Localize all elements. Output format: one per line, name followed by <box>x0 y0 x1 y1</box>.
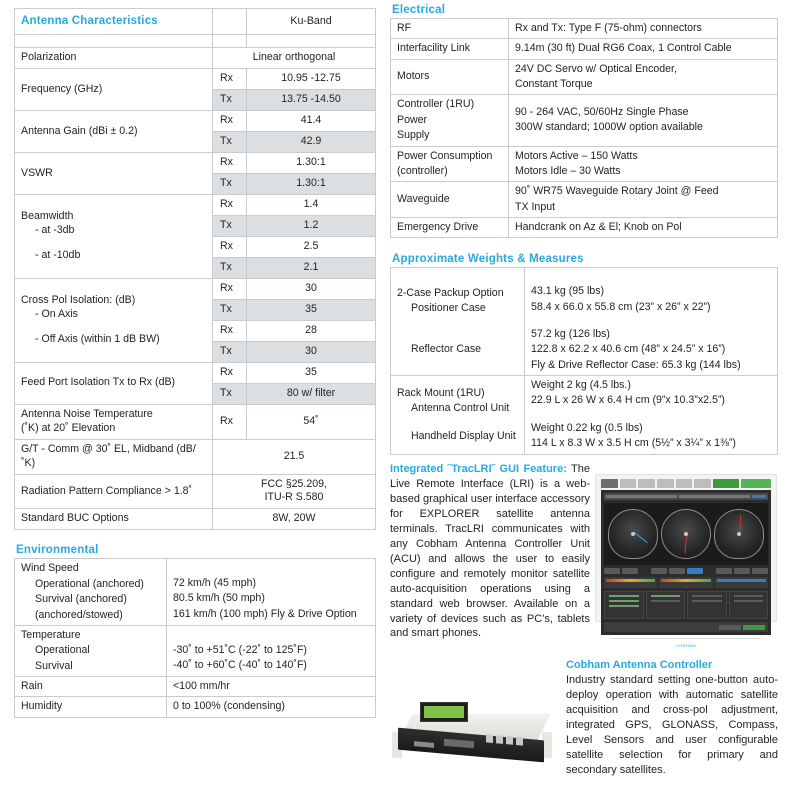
gui-button[interactable] <box>604 568 620 574</box>
controller-power-val2: 300W standard; 1000W option available <box>515 121 703 134</box>
table-row <box>15 474 376 509</box>
row-label: Frequency (GHz) <box>15 69 213 111</box>
rx-key: Rx <box>213 404 247 439</box>
wind-operational-value: 72 km/h (45 mph) <box>173 577 257 590</box>
gui-button[interactable] <box>734 568 750 574</box>
waveguide-key: Waveguide <box>391 182 509 218</box>
panel-line <box>651 595 681 597</box>
wind-speed-key <box>15 559 167 625</box>
rack-value-gap <box>531 409 771 421</box>
tx-value: 80 w/ filter <box>247 383 376 404</box>
wind-speed-label: Wind Speed <box>21 562 79 575</box>
panel-line <box>651 600 681 602</box>
cobham-logo: COBHAM <box>676 643 696 648</box>
interfacility-link-key: Interfacility Link <box>391 39 509 59</box>
beamwidth-sub-3db: - at -3db <box>35 223 75 236</box>
gui-button[interactable] <box>651 568 667 574</box>
table-row <box>391 376 778 454</box>
gui-button-selected[interactable] <box>687 568 703 574</box>
positioner-dims: 58.4 x 66.0 x 55.8 cm (23” x 26” x 22”) <box>531 300 711 313</box>
meter-fill <box>661 579 710 582</box>
gui-status-badge <box>713 479 739 488</box>
power-consumption-line2: (controller) <box>397 164 448 177</box>
row-value: 8W, 20W <box>213 509 376 530</box>
humidity-value: 0 to 100% (condensing) <box>167 697 376 717</box>
status-panel <box>604 591 644 619</box>
power-consumption-value <box>509 146 778 182</box>
row-label: Antenna Gain (dBi ± 0.2) <box>15 111 213 153</box>
rx-value: 30 <box>247 278 376 299</box>
temperature-key <box>15 625 167 676</box>
acu-label: Antenna Control Unit <box>411 402 510 415</box>
wind-speed-value <box>167 559 376 625</box>
beamwidth-gap <box>21 238 206 249</box>
noise-temp-line1: Antenna Noise Temperature <box>21 407 153 420</box>
antenna-controller-body: Industry standard setting one-button auto-deploy operation with automatic satellite acquisition and cross-pol adjustment, integrated GPS, GLONASS, Compass, Level Sensors and user configurable satellite selection for primary and secondary satellites. <box>566 673 778 776</box>
table-row <box>391 19 778 39</box>
row-label: G/T - Comm @ 30˚ EL, Midband (dB/˚K) <box>15 439 213 474</box>
packup-value-gap2 <box>531 315 771 327</box>
emergency-drive-value: Handcrank on Az & El; Knob on Pol <box>509 217 778 237</box>
tx-key: Tx <box>213 173 247 194</box>
tx-key: Tx <box>213 132 247 153</box>
temp-value-gap <box>173 629 369 643</box>
packup-value-gap <box>531 270 771 284</box>
traclri-text <box>390 462 590 641</box>
environmental-title: Environmental <box>16 544 99 557</box>
table-row <box>15 439 376 474</box>
controller-power-key <box>391 95 509 146</box>
waveguide-value <box>509 182 778 218</box>
wind-stowed-value: 161 km/h (100 mph) Fly & Drive Option <box>173 607 357 620</box>
tx-key: Tx <box>213 215 247 236</box>
row-value: 21.5 <box>213 439 376 474</box>
dial-hub <box>737 532 741 536</box>
gui-button-group-center <box>651 568 703 574</box>
wind-survival-value: 80.5 km/h (50 mph) <box>173 592 265 605</box>
controller-power-val1: 90 - 264 VAC, 50/60Hz Single Phase <box>515 106 689 119</box>
table-row <box>15 697 376 717</box>
handheld-weight: Weight 0.22 kg (0.5 lbs) <box>531 421 643 434</box>
gui-button-row <box>604 568 768 574</box>
tx-value: 13.75 -14.50 <box>247 90 376 111</box>
row-label-noise-temp <box>15 404 213 439</box>
table-row <box>15 111 376 132</box>
table-row <box>15 362 376 383</box>
temperature-label: Temperature <box>21 628 81 641</box>
gui-tab[interactable] <box>638 479 655 488</box>
elevation-dial <box>608 509 658 559</box>
table-row <box>15 69 376 90</box>
row-label: Radiation Pattern Compliance > 1.8˚ <box>15 474 213 509</box>
emergency-drive-key: Emergency Drive <box>391 217 509 237</box>
beamwidth-label: Beamwidth <box>21 209 74 222</box>
row-label-crosspol <box>15 278 213 362</box>
tx-key: Tx <box>213 299 247 320</box>
gui-tab[interactable] <box>657 479 674 488</box>
wind-operational-label: Operational (anchored) <box>35 577 144 590</box>
table-row <box>15 509 376 530</box>
gui-gauge-row <box>604 503 768 565</box>
gui-button[interactable] <box>716 568 732 574</box>
tx-value: 1.2 <box>247 215 376 236</box>
table-row <box>391 39 778 59</box>
gui-tab-bar <box>601 479 771 488</box>
table-row <box>15 404 376 439</box>
temp-survival-label: Survival <box>35 659 73 672</box>
right-column <box>390 4 778 455</box>
tx-value: 42.9 <box>247 132 376 153</box>
temp-operational-value: -30˚ to +51˚C (-22˚ to 125˚F) <box>173 643 307 656</box>
table-row <box>391 182 778 218</box>
table-row <box>15 559 376 625</box>
section-gap <box>14 530 376 544</box>
tracking-panel <box>646 591 686 619</box>
gui-button[interactable] <box>752 568 768 574</box>
motors-line1: 24V DC Servo w/ Optical Encoder, <box>515 62 677 75</box>
rx-key: Rx <box>213 194 247 215</box>
noise-temp-line2: (˚K) at 20˚ Elevation <box>21 421 116 434</box>
gui-title-bar <box>604 493 768 500</box>
crosspol-sub-onaxis: - On Axis <box>35 307 78 320</box>
wind-stowed-label: (anchored/stowed) <box>35 608 123 621</box>
elevation-needle <box>633 532 647 544</box>
rx-key: Rx <box>213 278 247 299</box>
rx-key: Rx <box>213 236 247 257</box>
gui-footer-bar <box>604 622 768 632</box>
rf-key: RF <box>391 19 509 39</box>
gui-body <box>601 490 771 635</box>
humidity-key: Humidity <box>15 697 167 717</box>
temp-operational-label: Operational <box>35 644 90 657</box>
table-row <box>15 153 376 174</box>
rx-key: Rx <box>213 362 247 383</box>
gui-tab[interactable] <box>676 479 693 488</box>
traclri-body: The Live Remote Interface (LRI) is a web-based graphical user interface accessory for EXPLORER satellite antenna terminals. TracLRI communicates with any Cobham Antenna Controller Unit (ACU) and allows the user to easily configure and remotely monitor satellite auto-acquisition operations using a standard web browser. Available on a variety of devices such as PC’s, tablets and smart phones. <box>390 463 590 640</box>
gui-button[interactable] <box>622 568 638 574</box>
band-header: Ku-Band <box>247 9 376 35</box>
gui-button[interactable] <box>669 568 685 574</box>
lcd-backlight <box>424 706 464 718</box>
tx-key: Tx <box>213 90 247 111</box>
rain-key: Rain <box>15 676 167 696</box>
table-row <box>15 278 376 299</box>
row-label: Polarization <box>15 48 213 69</box>
reflector-dims: 122.8 x 62.2 x 40.6 cm (48” x 24.5” x 16”) <box>531 343 726 356</box>
rack-key-gap <box>397 417 518 429</box>
rx-key: Rx <box>213 111 247 132</box>
antenna-characteristics-table <box>14 8 376 530</box>
interfacility-link-value: 9.14m (30 ft) Dual RG6 Coax, 1 Control Cable <box>509 39 778 59</box>
azimuth-needle <box>684 534 687 553</box>
handheld-dims: 114 L x 8.3 W x 3.5 H cm (5½” x 3¼” x 1⅜”) <box>531 437 736 450</box>
gui-tab-active[interactable] <box>601 479 618 488</box>
handheld-lcd-screen <box>420 702 468 722</box>
packup-key-gap <box>397 316 518 342</box>
spacer-row <box>15 35 376 48</box>
packup-option-value <box>525 268 778 376</box>
tx-value: 35 <box>247 299 376 320</box>
handheld-label: Handheld Display Unit <box>411 429 516 442</box>
reflector-weight: 57.2 kg (126 lbs) <box>531 328 610 341</box>
header-spacer-cell <box>213 9 247 35</box>
gui-tab[interactable] <box>620 479 637 488</box>
row-value: Linear orthogonal <box>213 48 376 69</box>
packup-option-key <box>391 268 525 376</box>
antenna-controller-text <box>566 658 778 778</box>
crosspol-sub-offaxis: - Off Axis (within 1 dB BW) <box>35 332 160 345</box>
rx-value: 2.5 <box>247 236 376 257</box>
controller-power-line2: Supply <box>397 129 430 142</box>
panel-line <box>692 600 722 602</box>
rx-key: Rx <box>213 69 247 90</box>
rack-unit <box>390 688 562 774</box>
rx-value: 54˚ <box>247 404 376 439</box>
gui-button-group-right <box>716 568 768 574</box>
rx-value: 1.4 <box>247 194 376 215</box>
dial-hub <box>631 532 635 536</box>
rx-value: 1.30:1 <box>247 153 376 174</box>
radiation-line2: ITU-R S.580 <box>264 491 324 504</box>
gui-button-group-left <box>604 568 638 574</box>
polarization-dial <box>714 509 764 559</box>
row-label: VSWR <box>15 153 213 195</box>
wind-value-gap <box>173 562 369 576</box>
section-gap <box>390 238 778 253</box>
gui-bar-active-seg <box>752 495 766 498</box>
tx-key: Tx <box>213 341 247 362</box>
wind-survival-label: Survival (anchored) <box>35 593 127 606</box>
dial-hub <box>684 532 688 536</box>
rack-mount-value <box>525 376 778 454</box>
rx-value: 41.4 <box>247 111 376 132</box>
gps-panel <box>729 591 769 619</box>
spacer-val <box>247 35 376 48</box>
rx-value: 10.95 -12.75 <box>247 69 376 90</box>
table-row <box>15 48 376 69</box>
crosspol-gap <box>21 322 206 333</box>
electrical-table <box>390 18 778 238</box>
table-row <box>391 217 778 237</box>
antenna-controller-heading: Cobham Antenna Controller <box>566 659 713 671</box>
traclri-gui-screenshot <box>595 474 777 648</box>
agc-meter <box>659 577 712 588</box>
power-consumption-key <box>391 146 509 182</box>
tx-value: 1.30:1 <box>247 173 376 194</box>
positioner-weight: 43.1 kg (95 lbs) <box>531 285 605 298</box>
row-label-beamwidth <box>15 194 213 278</box>
controller-power-value <box>509 95 778 146</box>
table-header-row <box>15 9 376 35</box>
rack-button[interactable] <box>486 734 493 743</box>
table-row <box>15 194 376 215</box>
rack-button[interactable] <box>496 735 503 744</box>
meter-fill <box>606 579 655 582</box>
weights-measures-title: Approximate Weights & Measures <box>392 253 584 266</box>
electrical-title: Electrical <box>392 4 446 16</box>
motors-value <box>509 59 778 95</box>
tx-value: 2.1 <box>247 257 376 278</box>
satellite-panel <box>687 591 727 619</box>
spacer-rxtx <box>213 35 247 48</box>
rx-value: 28 <box>247 320 376 341</box>
panel-line <box>609 605 639 607</box>
gui-footer-go-button[interactable] <box>743 625 765 630</box>
gui-footer-select[interactable] <box>719 625 741 630</box>
left-column <box>14 8 376 718</box>
waveguide-line1: 90˚ WR75 Waveguide Rotary Joint @ Feed <box>515 185 719 198</box>
table-row <box>15 676 376 696</box>
power-consumption-val1: Motors Active – 150 Watts <box>515 149 638 162</box>
rack-mount-key <box>391 376 525 454</box>
rain-value: <100 mm/hr <box>167 676 376 696</box>
waveguide-line2: TX Input <box>515 200 556 213</box>
rf-value: Rx and Tx: Type F (75-ohm) connectors <box>515 22 702 34</box>
acu-dims: 22.9 L x 26 W x 6.4 H cm (9”x 10.3”x2.5”) <box>531 394 725 407</box>
flydrive-reflector: Fly & Drive Reflector Case: 65.3 kg (144 lbs) <box>531 358 741 371</box>
gui-tab[interactable] <box>694 479 711 488</box>
table-row <box>391 146 778 182</box>
row-value-radiation <box>213 474 376 509</box>
gui-bar-seg <box>606 495 677 498</box>
motors-line2: Constant Torque <box>515 78 593 91</box>
lock-meter <box>715 577 768 588</box>
row-label: Feed Port Isolation Tx to Rx (dB) <box>15 362 213 404</box>
rack-button[interactable] <box>516 737 523 746</box>
table-row <box>15 625 376 676</box>
spacer-label <box>15 35 213 48</box>
beamwidth-sub-10db: - at -10db <box>35 248 81 261</box>
panel-line <box>692 595 722 597</box>
gui-panel-row <box>604 591 768 619</box>
radiation-line1: FCC §25.209, <box>261 477 327 490</box>
tx-key: Tx <box>213 257 247 278</box>
rx-value: 35 <box>247 362 376 383</box>
crosspol-label: Cross Pol Isolation: (dB) <box>21 293 136 306</box>
meter-fill <box>717 579 766 582</box>
panel-line <box>734 595 764 597</box>
row-label: Standard BUC Options <box>15 509 213 530</box>
azimuth-dial <box>661 509 711 559</box>
gui-bar-seg <box>679 495 750 498</box>
antenna-controller-photo <box>390 688 562 774</box>
panel-line <box>734 600 764 602</box>
power-consumption-line1: Power Consumption <box>397 149 493 162</box>
temperature-value <box>167 625 376 676</box>
rx-key: Rx <box>213 320 247 341</box>
weights-measures-table <box>390 267 778 454</box>
motors-key: Motors <box>391 59 509 95</box>
temp-survival-value: -40˚ to +60˚C (-40˚ to 140˚F) <box>173 658 307 671</box>
signal-meter <box>604 577 657 588</box>
positioner-case-label: Positioner Case <box>411 302 486 315</box>
power-consumption-val2: Motors Idle – 30 Watts <box>515 164 621 177</box>
traclri-heading: Integrated ˝TracLRI˝ GUI Feature: <box>390 463 567 475</box>
gui-connect-button[interactable] <box>741 479 771 488</box>
reflector-case-label: Reflector Case <box>411 343 482 356</box>
antenna-characteristics-title: Antenna Characteristics <box>15 9 213 35</box>
tx-value: 30 <box>247 341 376 362</box>
rack-mount-label: Rack Mount (1RU) <box>397 386 485 399</box>
rx-key: Rx <box>213 153 247 174</box>
table-row <box>391 59 778 95</box>
panel-line <box>609 600 639 602</box>
gui-meter-row <box>604 577 768 588</box>
tx-key: Tx <box>213 383 247 404</box>
table-row <box>391 95 778 146</box>
acu-weight: Weight 2 kg (4.5 lbs.) <box>531 379 631 392</box>
table-row <box>391 268 778 376</box>
environmental-table <box>14 558 376 717</box>
panel-line <box>609 595 639 597</box>
controller-power-line1: Controller (1RU) Power <box>397 98 475 126</box>
packup-label: 2-Case Packup Option <box>397 286 504 299</box>
gui-mock <box>595 474 777 648</box>
rack-button[interactable] <box>506 736 513 745</box>
